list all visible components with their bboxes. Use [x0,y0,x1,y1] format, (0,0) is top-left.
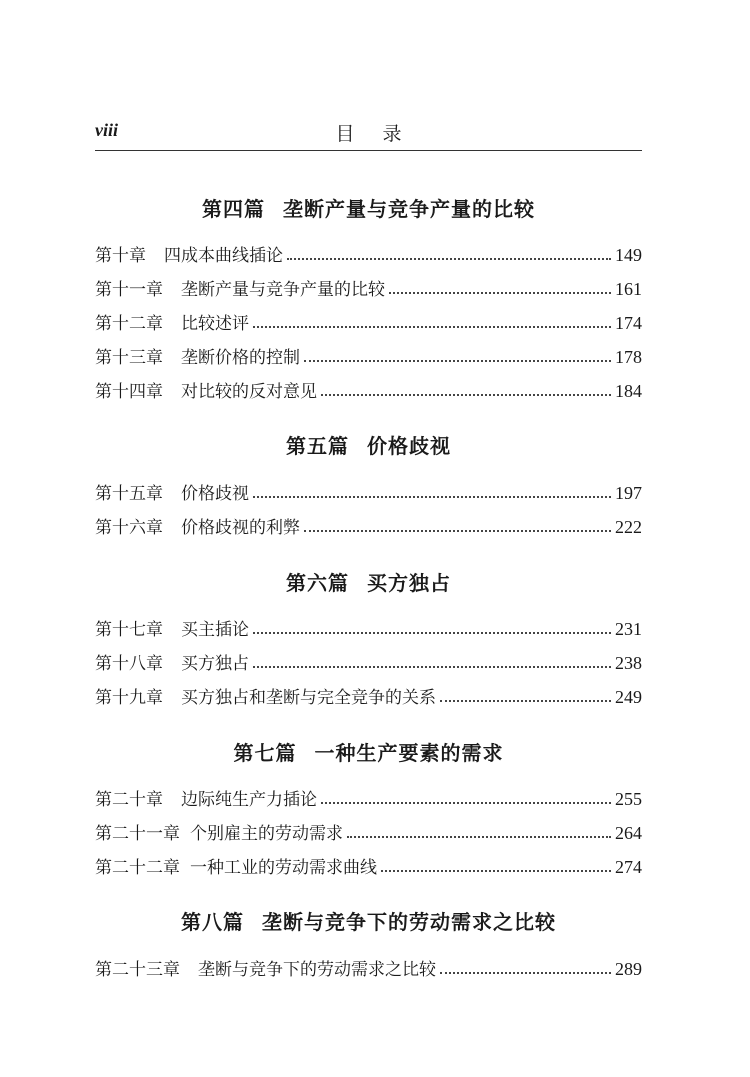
chapter-title: 买方独占和垄断与完全竞争的关系 [181,688,436,708]
chapter-title: 边际纯生产力插论 [181,790,317,810]
chapter-number: 第二十三章 [95,960,180,980]
part-number: 第八篇 [181,910,244,934]
chapter-number: 第十章 [95,246,146,266]
dot-leader [253,325,611,328]
dot-leader [304,359,611,362]
toc-entry[interactable] [95,649,642,675]
chapter-title: 个别雇主的劳动需求 [190,824,343,844]
toc-entry[interactable] [95,275,642,301]
part-title: 垄断产量与竞争产量的比较 [283,197,535,221]
part-heading [95,906,642,935]
page-ref: 184 [615,381,642,401]
toc-entry[interactable] [95,785,642,811]
page-ref: 274 [615,857,642,877]
chapter-title: 垄断产量与竞争产量的比较 [181,280,385,300]
chapter-title: 垄断价格的控制 [181,348,300,368]
chapter-number: 第十五章 [95,484,163,504]
page-ref: 231 [615,619,642,639]
dot-leader [389,291,611,294]
page-ref: 178 [615,347,642,367]
chapter-number: 第十一章 [95,280,163,300]
page-ref: 264 [615,823,642,843]
page-ref: 161 [615,279,642,299]
toc-entry[interactable] [95,853,642,879]
part-heading [95,567,642,596]
toc-entry[interactable] [95,615,642,641]
dot-leader [253,631,611,634]
chapter-title: 买方独占 [181,654,249,674]
page-number: viii [95,120,118,140]
part-title: 价格歧视 [367,434,451,458]
running-title: 目录 [335,123,430,145]
page-header [95,116,642,151]
chapter-number: 第十四章 [95,382,163,402]
page-ref: 197 [615,483,642,503]
dot-leader [347,835,611,838]
part-title: 买方独占 [367,571,451,595]
part-number: 第六篇 [286,571,349,595]
dot-leader [287,257,611,260]
part-number: 第五篇 [286,434,349,458]
chapter-number: 第十二章 [95,314,163,334]
chapter-number: 第二十二章 [95,858,180,878]
part-title: 一种生产要素的需求 [314,741,504,765]
part-number: 第四篇 [202,197,265,221]
chapter-number: 第十八章 [95,654,163,674]
dot-leader [321,801,611,804]
part-heading [95,193,642,222]
toc-entry[interactable] [95,479,642,505]
dot-leader [253,495,611,498]
toc-entry[interactable] [95,377,642,403]
part-heading [95,430,642,459]
toc-entry[interactable] [95,955,642,981]
dot-leader [440,971,611,974]
dot-leader [304,529,611,532]
page-ref: 249 [615,687,642,707]
part-title: 垄断与竞争下的劳动需求之比较 [262,910,556,934]
chapter-number: 第二十章 [95,790,163,810]
chapter-number: 第二十一章 [95,824,180,844]
page-ref: 289 [615,959,642,979]
dot-leader [253,665,611,668]
chapter-title: 比较述评 [181,314,249,334]
chapter-title: 一种工业的劳动需求曲线 [190,858,377,878]
toc-entry[interactable] [95,241,642,267]
dot-leader [440,699,611,702]
chapter-number: 第十六章 [95,518,163,538]
chapter-title: 垄断与竞争下的劳动需求之比较 [198,960,436,980]
chapter-number: 第十九章 [95,688,163,708]
chapter-title: 四成本曲线插论 [164,246,283,266]
toc-entry[interactable] [95,513,642,539]
page-ref: 255 [615,789,642,809]
dot-leader [381,869,611,872]
page-ref: 174 [615,313,642,333]
chapter-number: 第十三章 [95,348,163,368]
page-ref: 238 [615,653,642,673]
toc-entry[interactable] [95,343,642,369]
chapter-title: 价格歧视 [181,484,249,504]
toc-entry[interactable] [95,309,642,335]
page-ref: 222 [615,517,642,537]
chapter-number: 第十七章 [95,620,163,640]
page-ref: 149 [615,245,642,265]
dot-leader [321,393,611,396]
toc-entry[interactable] [95,683,642,709]
part-number: 第七篇 [233,741,297,765]
chapter-title: 对比较的反对意见 [181,382,317,402]
chapter-title: 买主插论 [181,620,249,640]
toc-entry[interactable] [95,819,642,845]
chapter-title: 价格歧视的利弊 [181,518,300,538]
part-heading [95,737,642,766]
